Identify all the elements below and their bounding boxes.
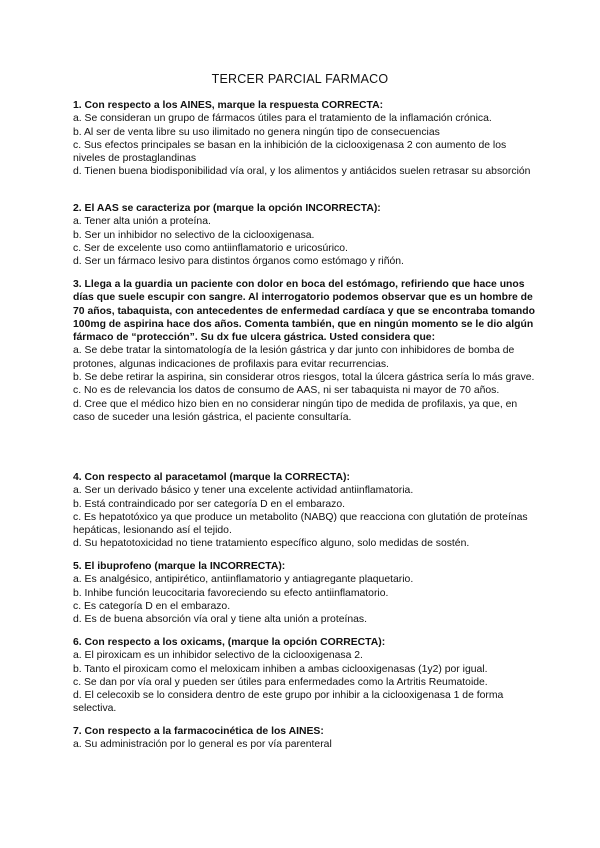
question-2	[73, 202, 539, 268]
question-text: 4. Con respecto al paracetamol (marque la CORRECTA):	[73, 472, 350, 483]
option: c. Es hepatotóxico ya que produce un metabolito (NABQ) que reacciona con glutatión de proteínas hepáticas, lesionando así el tejido.	[73, 511, 528, 537]
question-1	[73, 99, 539, 179]
question-4	[73, 471, 539, 551]
option: b. Ser un inhibidor no selectivo de la ciclooxigenasa.	[73, 229, 315, 241]
option: c. Sus efectos principales se basan en la inhibición de la ciclooxigenasa 2 con aumento de los niveles de prostaglandinas	[73, 139, 507, 165]
option: b. Al ser de venta libre su uso ilimitado no genera ningún tipo de consecuencias	[73, 126, 440, 138]
question-text: 7. Con respecto a la farmacocinética de los AINES:	[73, 726, 324, 737]
option: b. Inhibe función leucocitaria favoreciendo su efecto antiinflamatorio.	[73, 587, 389, 599]
option: c. Ser de excelente uso como antiinflamatorio e uricosúrico.	[73, 242, 348, 254]
question-text: 6. Con respecto a los oxicams, (marque la opción CORRECTA):	[73, 637, 386, 648]
option: a. Tener alta unión a proteína.	[73, 216, 211, 228]
question-3	[73, 278, 539, 424]
question-5	[73, 560, 539, 626]
question-text: 3. Llega a la guardia un paciente con dolor en boca del estómago, refiriendo que hace unos días que suele escupir con sangre. Al interrogatorio podemos observar que es un hombre de 70 años, tabaquista, con antecedentes de enfermedad cardíaca y que se encontraba tomando 100mg de aspirina hace dos años. Comenta también, que en ningún momento se le dio algún fármaco de “protección”. Su dx fue ulcera gástrica. Usted considera que:	[73, 279, 535, 344]
option: d. Su hepatotoxicidad no tiene tratamiento específico alguno, solo medidas de sostén.	[73, 538, 470, 550]
option: c. No es de relevancia los datos de consumo de AAS, ni ser tabaquista ni mayor de 70 años.	[73, 385, 500, 397]
option: a. Se debe tratar la sintomatología de la lesión gástrica y dar junto con inhibidores de bomba de protones, algunas indicaciones de profilaxis para evitar recurrencias.	[73, 345, 515, 370]
option: a. El piroxicam es un inhibidor selectivo de la ciclooxigenasa 2.	[73, 650, 363, 662]
option: b. Se debe retirar la aspirina, sin considerar otros riesgos, total la úlcera gástrica sería lo más grave.	[73, 372, 535, 384]
option: a. Se consideran un grupo de fármacos útiles para el tratamiento de la inflamación crónica.	[73, 113, 492, 125]
option: a. Su administración por lo general es por vía parenteral	[73, 739, 332, 751]
option: d. Cree que el médico hizo bien en no considerar ningún tipo de medida de profilaxis, ya que, en caso de suceder una lesión gástrica, el paciente consultaría.	[73, 398, 518, 423]
option: d. Es de buena absorción vía oral y tiene alta unión a proteínas.	[73, 614, 368, 626]
option: a. Es analgésico, antipirético, antiinflamatorio y antiagregante plaquetario.	[73, 574, 414, 586]
option: a. Ser un derivado básico y tener una excelente actividad antiinflamatoria.	[73, 485, 414, 497]
option: c. Se dan por vía oral y pueden ser útiles para enfermedades como la Artritis Reumatoide.	[73, 676, 488, 688]
document-title: TERCER PARCIAL FARMACO	[211, 72, 389, 86]
question-7	[73, 725, 539, 752]
question-text: 1. Con respecto a los AINES, marque la respuesta CORRECTA:	[73, 100, 384, 111]
option: d. Tienen buena biodisponibilidad vía oral, y los alimentos y antiácidos suelen retrasar su absorción	[73, 166, 531, 178]
question-6	[73, 636, 539, 716]
option: b. Tanto el piroxicam como el meloxicam inhiben a ambas ciclooxigenasas (1y2) por igual.	[73, 663, 488, 675]
question-text: 5. El ibuprofeno (marque la INCORRECTA):	[73, 561, 286, 572]
option: b. Está contraindicado por ser categoría D en el embarazo.	[73, 498, 346, 510]
option: c. Es categoría D en el embarazo.	[73, 600, 231, 612]
option: d. Ser un fármaco lesivo para distintos órganos como estómago y riñón.	[73, 256, 404, 268]
option: d. El celecoxib se lo considera dentro de este grupo por inhibir a la ciclooxigenasa 1 de forma selectiva.	[73, 690, 504, 715]
question-text: 2. El AAS se caracteriza por (marque la opción INCORRECTA):	[73, 203, 381, 214]
